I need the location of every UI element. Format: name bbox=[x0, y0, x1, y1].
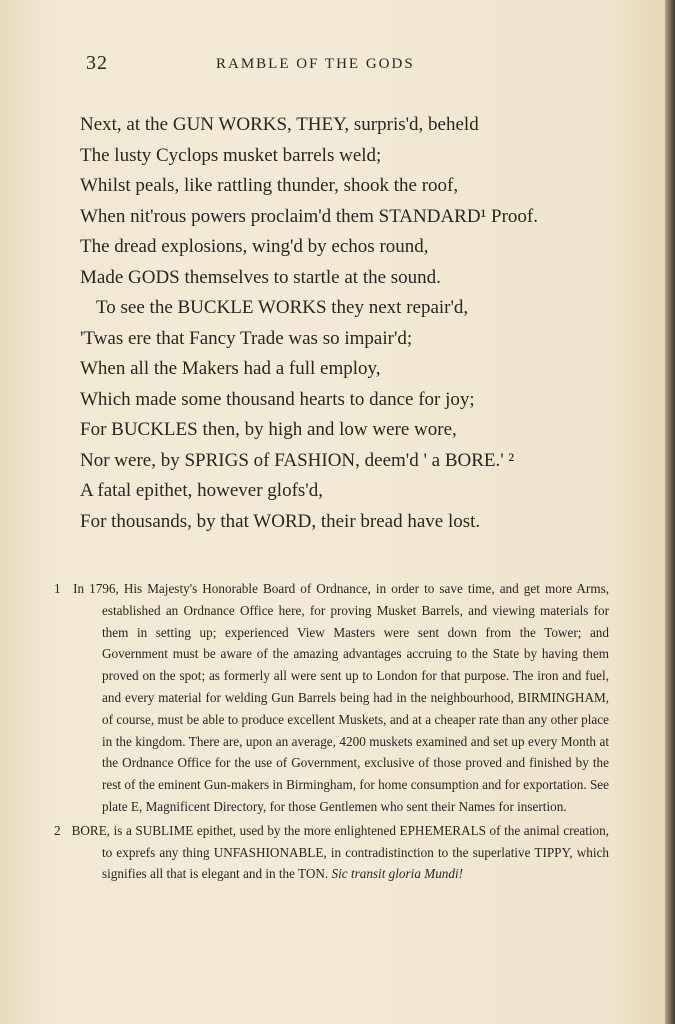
poem-line: The lusty Cyclops musket barrels weld; bbox=[80, 144, 382, 166]
poem-line: For BUCKLES then, by high and low were wore, bbox=[80, 419, 457, 440]
poem-line: For thousands, by that WORD, their bread have lost. bbox=[80, 510, 481, 532]
poem-line: A fatal epithet, however glofs'd, bbox=[80, 480, 323, 501]
poem-line: The dread explosions, wing'd by echos round, bbox=[80, 236, 429, 257]
poem bbox=[80, 110, 600, 537]
poem-line: When all the Makers had a full employ, bbox=[80, 358, 381, 379]
footnote-2 bbox=[54, 820, 609, 885]
poem-line: Nor were, by SPRIGS of FASHION, deem'd ' a BORE.' ² bbox=[80, 449, 515, 471]
poem-line: To see the BUCKLE WORKS they next repair'd, bbox=[96, 297, 469, 318]
footnote-1 bbox=[54, 578, 609, 818]
footnote-italic: Sic transit gloria Mundi! bbox=[331, 866, 464, 882]
poem-line: 'Twas ere that Fancy Trade was so impair'd; bbox=[80, 327, 413, 349]
poem-line: Whilst peals, like rattling thunder, shook the roof, bbox=[80, 175, 459, 196]
footnote-marker: 2 bbox=[54, 822, 61, 838]
footnote-text: BORE, is a SUBLIME epithet, used by the more enlightened EPHEMERALS of the animal creation, to exprefs any thing UNFASHIONABLE, in contradistinction to the superlative TIPPY, which signifies all that is elegant and in the TON. bbox=[71, 822, 609, 882]
poem-line: When nit'rous powers proclaim'd them STANDARD¹ Proof. bbox=[80, 205, 538, 227]
page-header bbox=[0, 52, 665, 78]
running-title: RAMBLE OF THE GODS bbox=[216, 56, 415, 72]
poem-line: Which made some thousand hearts to dance for joy; bbox=[80, 388, 475, 410]
footnote-text: In 1796, His Majesty's Honorable Board of Ordnance, in order to save time, and get more Arms, established an Ordnance Office here, for proving Musket Barrels, and viewing materials for them in setting up; experienced View Masters were sent down from the Tower; and Government must be aware of the amazing advantages accruing to the State by having them proved on the spot; as formerly all were sent up to London for that purpose. The iron and fuel, and every material for welding Gun Barrels being had in the neighbourhood, BIRMINGHAM, of course, must be able to produce excellent Muskets, and at a cheaper rate than any other place in the kingdom. There are, upon an average, 4200 muskets examined and set up every Month at the Ordnance Office for the use of Government, exclusive of those proved and finished by the rest of the eminent Gun-makers in Birmingham, for home consumption and for exportation. See plate E, Magnificent Directory, for those Gentlemen who sent their Names for insertion. bbox=[73, 581, 610, 814]
poem-line: Next, at the GUN WORKS, THEY, surpris'd, beheld bbox=[80, 114, 479, 135]
page-number: 32 bbox=[86, 52, 108, 74]
footnote-marker: 1 bbox=[54, 581, 61, 596]
page-edge bbox=[665, 0, 675, 1024]
footnotes bbox=[54, 578, 609, 885]
poem-line: Made GODS themselves to startle at the sound. bbox=[80, 266, 441, 288]
